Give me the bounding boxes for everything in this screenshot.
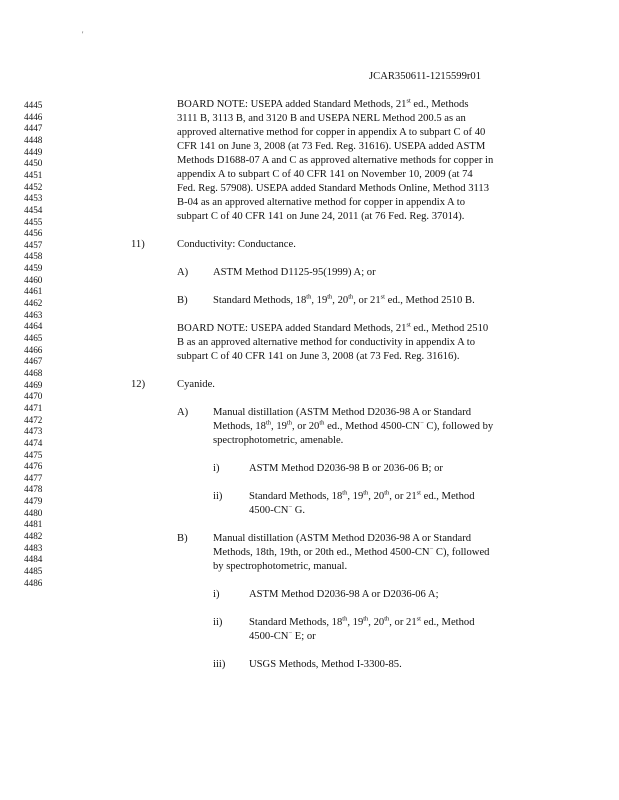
line-number: 4474 <box>24 437 43 448</box>
line-number: 4478 <box>24 484 43 495</box>
line-number: 4476 <box>24 461 43 472</box>
subitem-text: Manual distillation (ASTM Method D2036-98 A or Standard <box>213 407 472 418</box>
line-number: 4456 <box>24 228 43 239</box>
line-number: 4482 <box>24 531 43 542</box>
line-number: 4479 <box>24 496 43 507</box>
line-number: 4470 <box>24 391 43 402</box>
board-note-line: subpart C of 40 CFR 141 on June 3, 2008 (at 73 Fed. Reg. 31616). <box>177 351 460 362</box>
subsubitem-text: Standard Methods, 18th, 19th, 20th, or 21st ed., Method <box>249 489 475 502</box>
subitem-label: A) <box>177 407 189 418</box>
subitem-text: spectrophotometric, amenable. <box>213 435 344 446</box>
board-note-line: 3111 B, 3113 B, and 3120 B and USEPA NERL Method 200.5 as an <box>177 113 466 124</box>
line-number: 4481 <box>24 519 43 530</box>
board-note-line: B as an approved alternative method for conductivity in appendix A to <box>177 337 476 348</box>
line-number: 4448 <box>24 134 43 145</box>
line-number: 4454 <box>24 204 43 215</box>
subsubitem-label: ii) <box>213 491 223 502</box>
line-number: 4449 <box>24 146 43 157</box>
line-number: 4447 <box>24 123 43 134</box>
line-number: 4480 <box>24 507 43 518</box>
subitem-label: B) <box>177 295 188 306</box>
line-number: 4477 <box>24 472 43 483</box>
line-number: 4466 <box>24 344 43 355</box>
subitem-label: B) <box>177 533 188 544</box>
line-number: 4473 <box>24 426 43 437</box>
subsubitem-text: USGS Methods, Method I-3300-85. <box>249 659 402 670</box>
line-number: 4465 <box>24 333 43 343</box>
line-number: 4483 <box>24 542 43 553</box>
board-note-line: Methods D1688-07 A and C as approved alternative methods for copper in <box>177 155 494 166</box>
line-number: 4455 <box>24 216 43 227</box>
board-note-line: B-04 as an approved alternative method for copper in appendix A to <box>177 197 466 208</box>
line-number: 4461 <box>24 286 43 297</box>
line-number: 4471 <box>24 402 43 413</box>
subsubitem-label: i) <box>213 463 220 474</box>
subsubitem-text: 4500-CN− G. <box>249 503 306 516</box>
board-note-line: appendix A to subpart C of 40 CFR 141 on November 10, 2009 (at 74 <box>177 169 473 180</box>
line-number: 4462 <box>24 298 43 309</box>
line-number: 4458 <box>24 251 43 262</box>
item-title: Conductivity: Conductance. <box>177 239 296 250</box>
board-note-line: CFR 141 on June 3, 2008 (at 73 Fed. Reg. 31616). USEPA added ASTM <box>177 141 486 152</box>
line-number: 4464 <box>24 321 43 332</box>
line-number: 4453 <box>24 193 43 204</box>
board-note-line: BOARD NOTE: USEPA added Standard Methods, 21st ed., Method 2510 <box>177 321 489 334</box>
line-number: 4457 <box>24 239 43 250</box>
line-number: 4450 <box>24 158 43 169</box>
subsubitem-label: iii) <box>213 659 226 670</box>
line-number: 4459 <box>24 263 43 274</box>
line-number: 4475 <box>24 449 43 460</box>
subsubitem-text: 4500-CN− E; or <box>249 629 316 642</box>
subitem-label: A) <box>177 267 189 278</box>
line-number: 4472 <box>24 414 43 425</box>
board-note-line: approved alternative method for copper in appendix A to subpart C of 40 <box>177 127 486 138</box>
item-number: 12) <box>131 379 146 390</box>
item-title: Cyanide. <box>177 379 215 390</box>
subsubitem-label: ii) <box>213 617 223 628</box>
subitem-text: Manual distillation (ASTM Method D2036-98 A or Standard <box>213 533 472 544</box>
subsubitem-label: i) <box>213 589 220 600</box>
line-number: 4460 <box>24 274 43 285</box>
item-number: 11) <box>131 239 145 250</box>
subitem-text: Methods, 18th, 19th, or 20th ed., Method 4500-CN− C), followed by <box>213 419 494 432</box>
page-mark: ' <box>82 30 84 39</box>
line-number: 4468 <box>24 367 43 378</box>
document-header-code: JCAR350611-1215599r01 <box>369 71 482 82</box>
line-number: 4467 <box>24 356 43 367</box>
board-note-line: subpart C of 40 CFR 141 on June 24, 2011 (at 76 Fed. Reg. 37014). <box>177 211 465 222</box>
subitem-text: by spectrophotometric, manual. <box>213 561 348 572</box>
line-number: 4451 <box>24 169 43 180</box>
line-number: 4463 <box>24 309 43 320</box>
line-number: 4486 <box>24 577 43 588</box>
subitem-text: Standard Methods, 18th, 19th, 20th, or 21st ed., Method 2510 B. <box>213 293 475 306</box>
board-note-line: BOARD NOTE: USEPA added Standard Methods, 21st ed., Methods <box>177 97 469 110</box>
subsubitem-text: Standard Methods, 18th, 19th, 20th, or 21st ed., Method <box>249 615 475 628</box>
line-number: 4469 <box>24 379 43 390</box>
line-number: 4445 <box>24 100 43 110</box>
subsubitem-text: ASTM Method D2036-98 B or 2036-06 B; or <box>249 463 443 474</box>
line-number: 4485 <box>24 566 43 576</box>
subitem-text: Methods, 18th, 19th, or 20th ed., Method 4500-CN− C), followed <box>213 545 490 558</box>
subsubitem-text: ASTM Method D2036-98 A or D2036-06 A; <box>249 589 439 600</box>
board-note-line: Fed. Reg. 57908). USEPA added Standard Methods Online, Method 3113 <box>177 183 490 194</box>
line-number: 4484 <box>24 554 43 565</box>
subitem-text: ASTM Method D1125-95(1999) A; or <box>213 267 376 278</box>
line-number: 4452 <box>24 181 43 192</box>
line-number: 4446 <box>24 111 43 122</box>
